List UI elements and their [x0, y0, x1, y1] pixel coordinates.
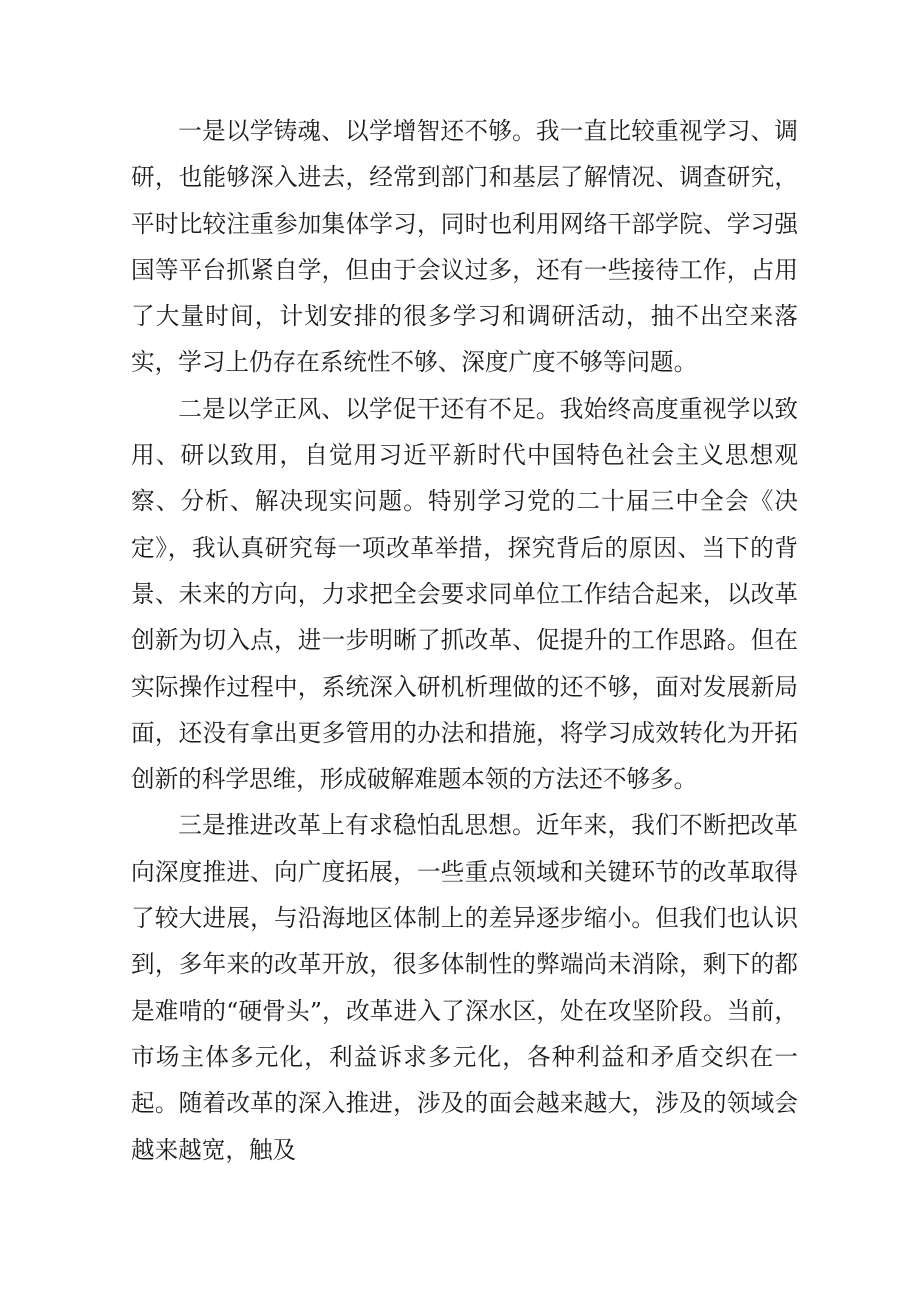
paragraph-3: 三是推进改革上有求稳怕乱思想。近年来，我们不断把改革向深度推进、向广度拓展，一些重点领域和关键环节的改革取得了较大进展，与沿海地区体制上的差异逐步缩小。但我们也认识到，多年来的改革开放，很多体制性的弊端尚未消除，剩下的都是难啃的“硬骨头”，改革进入了深水区，处在攻坚阶段。当前，市场主体多元化，利益诉求多元化，各种利益和矛盾交织在一起。随着改革的深入推进，涉及的面会越来越大，涉及的领域会越来越宽，触及: [131, 811, 798, 1164]
paragraph-1: 一是以学铸魂、以学增智还不够。我一直比较重视学习、调研，也能够深入进去，经常到部门和基层了解情况、调查研究，平时比较注重参加集体学习，同时也利用网络干部学院、学习强国等平台抓紧自学，但由于会议过多，还有一些接待工作，占用了大量时间，计划安排的很多学习和调研活动，抽不出空来落实，学习上仍存在系统性不够、深度广度不够等问题。: [131, 117, 798, 377]
document-body: [131, 108, 798, 1173]
paragraph-2: 二是以学正风、以学促干还有不足。我始终高度重视学以致用、研以致用，自觉用习近平新时代中国特色社会主义思想观察、分析、解决现实问题。特别学习党的二十届三中全会《决定》，我认真研究每一项改革举措，探究背后的原因、当下的背景、未来的方向，力求把全会要求同单位工作结合起来，以改革创新为切入点，进一步明晰了抓改革、促提升的工作思路。但在实际操作过程中，系统深入研机析理做的还不够，面对发展新局面，还没有拿出更多管用的办法和措施，将学习成效转化为开拓创新的科学思维，形成破解难题本领的方法还不够多。: [131, 394, 798, 794]
